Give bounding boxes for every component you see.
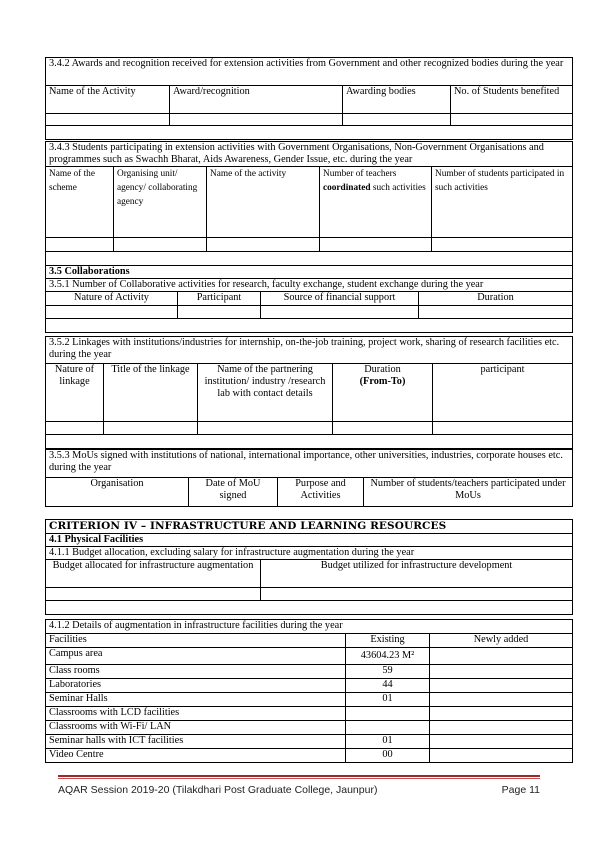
header-budget-utilized: Budget utilized for infrastructure development <box>261 560 573 588</box>
header-activity-name: Name of the activity <box>207 167 320 238</box>
header-participants-mou: Number of students/teachers participated under MoUs <box>364 478 573 507</box>
facility-new <box>430 665 573 679</box>
table-row <box>46 749 573 763</box>
spacer-row <box>46 126 573 140</box>
header-organising-unit: Organising unit/ agency/ collaborating agency <box>114 167 207 238</box>
empty-cell <box>333 422 433 435</box>
facility-name: Laboratories <box>46 679 346 693</box>
empty-cell <box>320 238 432 252</box>
section-35-title: 3.5 Collaborations <box>46 266 573 279</box>
criterion-iv <box>45 519 573 615</box>
facility-existing <box>346 721 430 735</box>
header-existing: Existing <box>346 634 430 648</box>
header-nature-linkage: Nature of linkage <box>46 364 104 422</box>
header-organisation: Organisation <box>46 478 189 507</box>
table-row <box>46 648 573 665</box>
header-mou-date: Date of MoU signed <box>189 478 278 507</box>
empty-cell <box>46 306 178 319</box>
facility-new <box>430 735 573 749</box>
facility-name: Class rooms <box>46 665 346 679</box>
header-students-participated: Number of students participated in such activities <box>432 167 573 238</box>
section-352-title: 3.5.2 Linkages with institutions/industries for internship, on-the-job training, project work, sharing of research facilities etc. during the year <box>46 337 573 364</box>
table-row <box>46 707 573 721</box>
facility-new <box>430 707 573 721</box>
header-participant: participant <box>433 364 573 422</box>
header-newly-added: Newly added <box>430 634 573 648</box>
facility-name: Classrooms with Wi-Fi/ LAN <box>46 721 346 735</box>
section-411-title: 4.1.1 Budget allocation, excluding salary for infrastructure augmentation during the year <box>46 547 573 560</box>
empty-cell <box>451 114 573 126</box>
facility-new <box>430 679 573 693</box>
facility-existing: 01 <box>346 693 430 707</box>
section-342-title: 3.4.2 Awards and recognition received for extension activities from Government and other recognized bodies during the year <box>46 58 573 86</box>
facility-existing <box>346 707 430 721</box>
empty-cell <box>114 238 207 252</box>
section-412-title: 4.1.2 Details of augmentation in infrastructure facilities during the year <box>46 620 573 634</box>
facility-existing: 00 <box>346 749 430 763</box>
facility-new <box>430 721 573 735</box>
header-facilities: Facilities <box>46 634 346 648</box>
header-budget-allocated: Budget allocated for infrastructure augmentation <box>46 560 261 588</box>
header-title-linkage: Title of the linkage <box>104 364 198 422</box>
section-41-title: 4.1 Physical Facilities <box>46 534 573 547</box>
header-financial-support: Source of financial support <box>261 292 419 306</box>
facility-existing: 59 <box>346 665 430 679</box>
empty-cell <box>419 306 573 319</box>
header-scheme: Name of the scheme <box>46 167 114 238</box>
table-row <box>46 693 573 707</box>
table-row <box>46 665 573 679</box>
facility-existing: 43604.23 M² <box>346 648 430 665</box>
empty-cell <box>433 422 573 435</box>
section-35 <box>45 265 573 333</box>
empty-cell <box>104 422 198 435</box>
header-duration-from-to: Duration (From-To) <box>333 364 433 422</box>
empty-cell <box>46 422 104 435</box>
footer-title: AQAR Session 2019-20 (Tilakdhari Post Graduate College, Jaunpur) <box>58 784 378 796</box>
table-row <box>46 679 573 693</box>
section-351-title: 3.5.1 Number of Collaborative activities for research, faculty exchange, student exchange during the year <box>46 279 573 292</box>
section-343-title: 3.4.3 Students participating in extension activities with Government Organisations, Non-Government Organisations and programmes such as Swachh Bharat, Aids Awareness, Gender Issue, etc. during the year <box>46 142 573 167</box>
criterion-title: CRITERION IV – INFRASTRUCTURE AND LEARNING RESOURCES <box>46 520 573 534</box>
header-teachers: Number of teachers coordinated such activities <box>320 167 432 238</box>
facility-name: Seminar halls with ICT facilities <box>46 735 346 749</box>
empty-cell <box>432 238 573 252</box>
empty-cell <box>343 114 451 126</box>
header-nature-activity: Nature of Activity <box>46 292 178 306</box>
empty-cell <box>198 422 333 435</box>
empty-cell <box>261 588 573 601</box>
header-duration: Duration <box>419 292 573 306</box>
empty-cell <box>261 306 419 319</box>
spacer-row <box>46 601 573 615</box>
section-342 <box>45 57 573 140</box>
header-award: Award/recognition <box>170 86 343 114</box>
section-412 <box>45 619 573 763</box>
facility-name: Classrooms with LCD facilities <box>46 707 346 721</box>
empty-cell <box>207 238 320 252</box>
spacer-row <box>46 435 573 449</box>
facility-name: Video Centre <box>46 749 346 763</box>
facility-new <box>430 648 573 665</box>
section-343 <box>45 141 573 266</box>
section-353 <box>45 449 573 507</box>
empty-cell <box>46 114 170 126</box>
section-353-title: 3.5.3 MoUs signed with institutions of national, international importance, other universities, industries, corporate houses etc. during the year <box>46 450 573 478</box>
table-row <box>46 721 573 735</box>
facility-name: Seminar Halls <box>46 693 346 707</box>
empty-cell <box>170 114 343 126</box>
header-awarding-bodies: Awarding bodies <box>343 86 451 114</box>
footer-divider <box>58 775 540 777</box>
facility-new <box>430 693 573 707</box>
facility-existing: 44 <box>346 679 430 693</box>
empty-cell <box>46 238 114 252</box>
page-number: Page 11 <box>501 784 540 796</box>
facility-new <box>430 749 573 763</box>
spacer-row <box>46 252 573 266</box>
header-purpose: Purpose and Activities <box>278 478 364 507</box>
empty-cell <box>46 588 261 601</box>
footer-divider-thin <box>58 778 540 779</box>
header-activity: Name of the Activity <box>46 86 170 114</box>
header-partnering-institution: Name of the partnering institution/ industry /research lab with contact details <box>198 364 333 422</box>
table-row <box>46 735 573 749</box>
header-students-benefited: No. of Students benefited <box>451 86 573 114</box>
facility-name: Campus area <box>46 648 346 665</box>
empty-cell <box>178 306 261 319</box>
facility-existing: 01 <box>346 735 430 749</box>
header-participant: Participant <box>178 292 261 306</box>
section-352 <box>45 336 573 449</box>
spacer-row <box>46 319 573 333</box>
